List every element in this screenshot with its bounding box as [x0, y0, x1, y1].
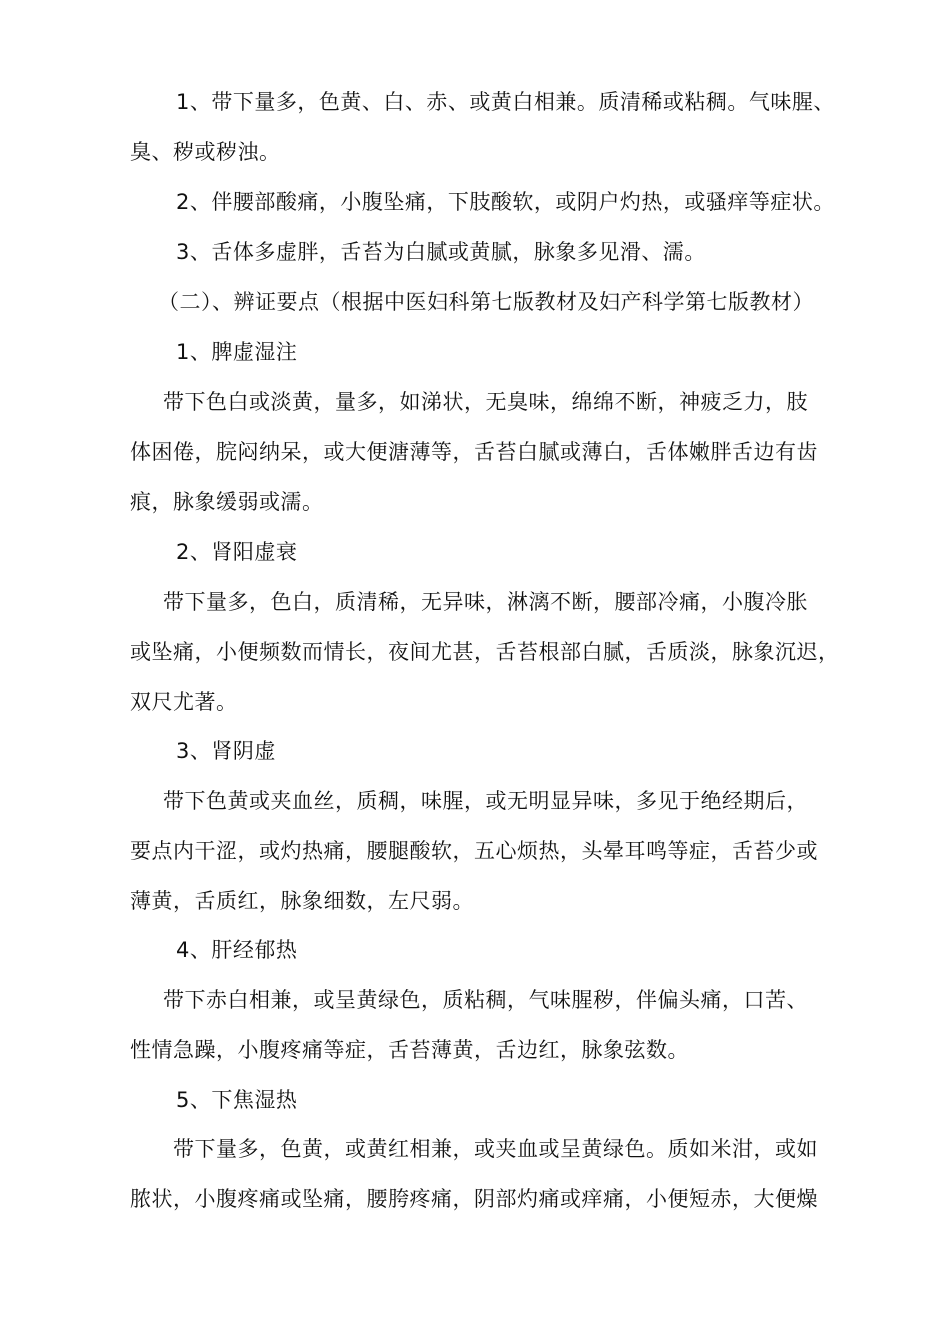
text-line: 臭、秽或秽浊。: [130, 140, 281, 164]
text-line: 带下色黄或夹血丝，质稠，味腥，或无明显异味，多见于绝经期后，: [163, 789, 808, 813]
text-line: 或坠痛，小便频数而情长，夜间尤甚，舌苔根部白腻，舌质淡，脉象沉迟，: [130, 640, 840, 664]
subsection-heading: 1、脾虚湿注: [176, 340, 298, 364]
subsection-heading: 3、肾阴虚: [176, 739, 276, 763]
text-line: 双尺尤著。: [130, 690, 238, 714]
text-line: 痕，脉象缓弱或濡。: [130, 490, 324, 514]
section-heading: （二）、辨证要点（根据中医妇科第七版教材及妇产科学第七版教材）: [158, 290, 814, 314]
text-line: 薄黄，舌质红，脉象细数，左尺弱。: [130, 889, 474, 913]
text-line: 1、带下量多，色黄、白、赤、或黄白相兼。质清稀或粘稠。气味腥、: [176, 90, 835, 114]
subsection-heading: 2、肾阳虚衰: [176, 540, 298, 564]
subsection-heading: 5、下焦湿热: [176, 1088, 298, 1112]
text-line: 带下量多，色黄，或黄红相兼，或夹血或呈黄绿色。质如米泔，或如: [173, 1137, 818, 1161]
text-line: 要点内干涩，或灼热痛，腰腿酸软，五心烦热，头晕耳鸣等症，舌苔少或: [130, 839, 818, 863]
text-line: 2、伴腰部酸痛，小腹坠痛，下肢酸软，或阴户灼热，或骚痒等症状。: [176, 190, 835, 214]
text-line: 体困倦，脘闷纳呆，或大便溏薄等，舌苔白腻或薄白，舌体嫩胖舌边有齿: [130, 440, 818, 464]
subsection-heading: 4、肝经郁热: [176, 938, 298, 962]
text-line: 脓状，小腹疼痛或坠痛，腰胯疼痛，阴部灼痛或痒痛，小便短赤，大便燥: [130, 1187, 818, 1211]
text-line: 3、舌体多虚胖，舌苔为白腻或黄腻，脉象多见滑、濡。: [176, 240, 706, 264]
text-line: 性情急躁，小腹疼痛等症，舌苔薄黄，舌边红，脉象弦数。: [130, 1038, 689, 1062]
text-line: 带下赤白相兼，或呈黄绿色，质粘稠，气味腥秽，伴偏头痛，口苦、: [163, 988, 808, 1012]
text-line: 带下色白或淡黄，量多，如涕状，无臭味，绵绵不断，神疲乏力，肢: [163, 390, 808, 414]
text-line: 带下量多，色白，质清稀，无异味，淋漓不断，腰部冷痛，小腹冷胀: [163, 590, 808, 614]
